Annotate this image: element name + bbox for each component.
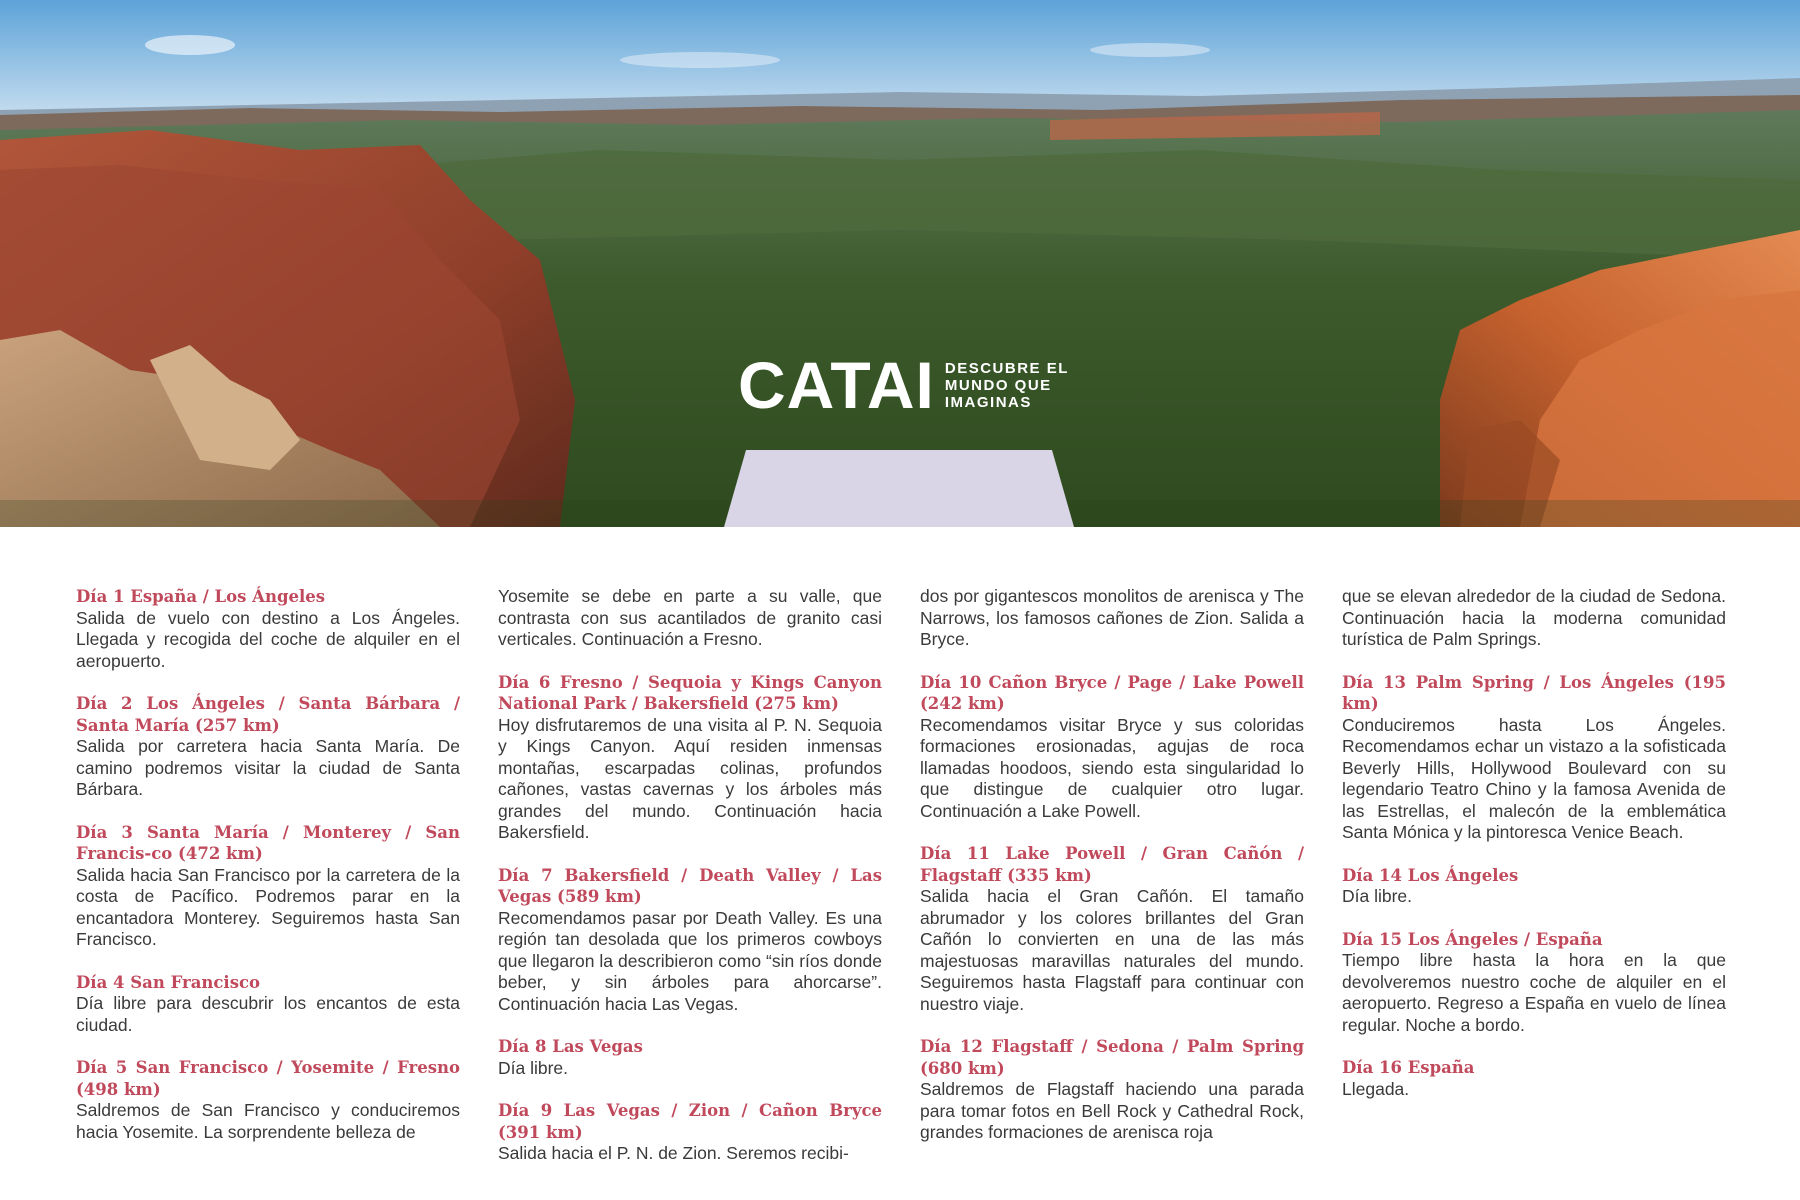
itinerary-day [920,1036,1304,1144]
day-title: Día 5 San Francisco / Yosemite / Fresno (498 km) [76,1058,460,1099]
day-description: Recomendamos pasar por Death Valley. Es una región tan desolada que los primeros cowboys que llegaron la describieron como “sin ríos donde beber, y sin árboles para ahorcarse”. Continuación hacia Las Vegas. [498,907,882,1014]
day-description: Tiempo libre hasta la hora en la que devolveremos nuestro coche de alquiler en el aeropuerto. Regreso a España en vuelo de línea regular. Noche a bordo. [1342,950,1726,1035]
day-description: Salida de vuelo con destino a Los Ángeles. Llegada y recogida del coche de alquiler en el aeropuerto. [76,607,460,671]
day-description: Salida hacia San Francisco por la carretera de la costa de Pacífico. Podremos parar en la encantadora Monterey. Seguiremos hasta San Francisco. [76,864,460,949]
itinerary-day [1342,1057,1726,1100]
brand-tagline [945,360,1069,411]
itinerary-day [76,1057,460,1143]
continued-text: que se elevan alrededor de la ciudad de Sedona. Continuación hacia la moderna comunidad turística de Palm Springs. [1342,586,1726,649]
itinerary-column-2 [498,586,882,1186]
itinerary-column-4 [1342,586,1726,1121]
catai-logo [738,348,1069,422]
day-title: Día 16 España [1342,1058,1475,1077]
itinerary-day [1342,672,1726,844]
continued-text: Yosemite se debe en parte a su valle, que contrasta con sus acantilados de granito casi verticales. Continuación a Fresno. [498,586,882,649]
canyon-landscape-illustration [0,0,1800,527]
hero-landscape-image [0,0,1800,527]
day-title: Día 6 Fresno / Sequoia y Kings Canyon National Park / Bakersfield (275 km) [498,672,882,713]
continued-text: dos por gigantescos monolitos de arenisca y The Narrows, los famosos cañones de Zion. Salida a Bryce. [920,586,1304,649]
day-title: Día 1 España / Los Ángeles [76,587,326,606]
day-description: Día libre para descubrir los encantos de esta ciudad. [76,993,460,1035]
itinerary-day [498,1036,882,1079]
day-title: Día 14 Los Ángeles [1342,865,1519,885]
itinerary-day [1342,929,1726,1037]
day-title: Día 3 Santa María / Monterey / San Francis-co (472 km) [76,822,460,863]
itinerary-day [76,693,460,801]
day-title: Día 10 Cañon Bryce / Page / Lake Powell (242 km) [920,672,1304,713]
day-description: Llegada. [1342,1078,1410,1099]
day-description: Saldremos de Flagstaff haciendo una parada para tomar fotos en Bell Rock y Cathedral Rock, grandes formaciones de arenisca roja [920,1079,1304,1142]
itinerary-day [498,865,882,1016]
day-title: Día 12 Flagstaff / Sedona / Palm Spring (680 km) [920,1037,1304,1078]
tagline-line: MUNDO QUE [944,376,1052,394]
itinerary-day [76,822,460,951]
day-description: Conduciremos hasta Los Ángeles. Recomendamos echar un vistazo a la sofisticada Beverly Hills, Hollywood Boulevard con su legendario Teatro Chino y la famosa Avenida de las Estrellas, el malecón de la emblemática Santa Mónica y la pintoresca Venice Beach. [1342,714,1726,842]
itinerary-day [920,672,1304,823]
itinerary-column-1 [76,586,460,1164]
itinerary-column-3 [920,586,1304,1165]
decorative-tab [724,450,1074,527]
itinerary-day [76,972,460,1037]
day-description: Salida hacia el P. N. de Zion. Seremos recibi- [498,1143,849,1163]
itinerary-day [76,586,460,672]
tagline-line: IMAGINAS [944,393,1032,411]
day-title: Día 4 San Francisco [76,972,261,992]
day-title: Día 8 Las Vegas [498,1037,643,1056]
itinerary-day [920,843,1304,1015]
day-title: Día 2 Los Ángeles / Santa Bárbara / Santa María (257 km) [76,694,460,735]
day-title: Día 9 Las Vegas / Zion / Cañon Bryce (391 km) [498,1101,882,1142]
day-description: Saldremos de San Francisco y conduciremos hacia Yosemite. La sorprendente belleza de [76,1100,460,1142]
day-title: Día 13 Palm Spring / Los Ángeles (195 km) [1342,672,1726,713]
brand-name: CATAI [738,348,935,422]
day-description: Hoy disfrutaremos de una visita al P. N. Sequoia y Kings Canyon. Aquí residen inmensas montañas, escarpadas colinas, profundos cañones, vastas cavernas y los árboles más grandes del mundo. Continuación hacia Bakersfield. [498,714,882,842]
day-description: Salida hacia el Gran Cañón. El tamaño abrumador y los colores brillantes del Gran Cañón lo convierten en una de las más majestuosas maravillas naturales del mundo. Seguiremos hasta Flagstaff para continuar con nuestro viaje. [920,886,1304,1014]
day-title: Día 11 Lake Powell / Gran Cañón / Flagstaff (335 km) [920,844,1304,885]
day-description: Recomendamos visitar Bryce y sus coloridas formaciones erosionadas, agujas de roca llamadas hoodoos, siendo esta singularidad lo que distingue de cualquier otro lugar. Continuación a Lake Powell. [920,714,1304,821]
day-title: Día 7 Bakersfield / Death Valley / Las Vegas (589 km) [498,865,882,906]
day-title: Día 15 Los Ángeles / España [1342,929,1603,949]
day-description: Salida por carretera hacia Santa María. De camino podremos visitar la ciudad de Santa Bárbara. [76,736,460,799]
day-description: Día libre. [498,1057,569,1078]
tagline-line: DESCUBRE EL [944,359,1069,377]
day-description: Día libre. [1342,886,1413,906]
itinerary-day [498,1100,882,1165]
itinerary-day [1342,865,1726,908]
itinerary-day [498,672,882,844]
